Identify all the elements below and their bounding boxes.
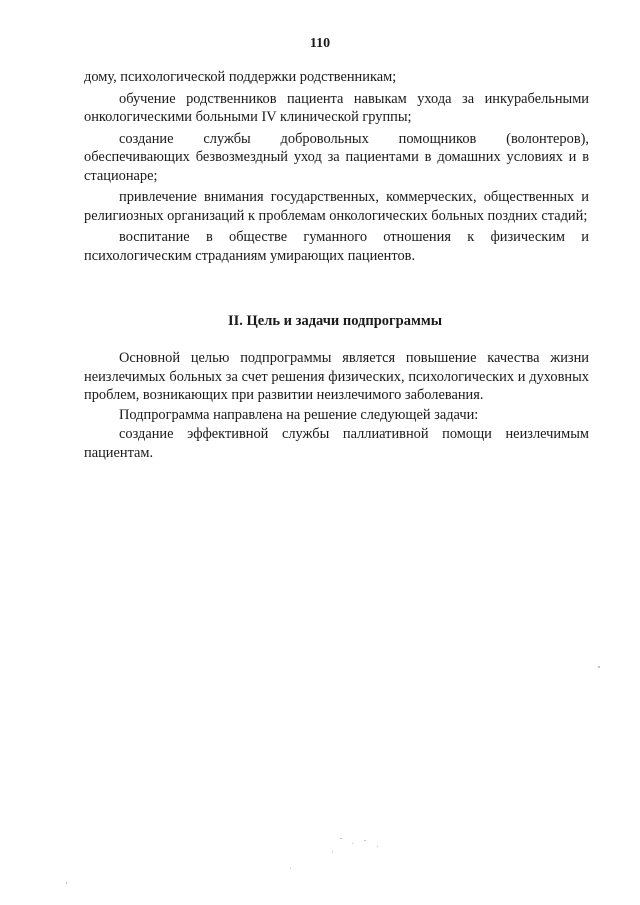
section-heading: II. Цель и задачи подпрограммы [227,313,443,329]
list-item: воспитание в обществе гуманного отношения к физическим и психологическим страданиям умирающих пациентов. [84,229,589,264]
paragraph: создание эффективной службы паллиативной помощи неизлечимым пациентам. [84,426,589,461]
list-item: создание службы добровольных помощников (волонтеров), обеспечивающих безвозмездный уход за пациентами в домашних условиях и в стационаре; [84,130,589,184]
scan-speck [364,840,366,841]
section-body [84,349,589,463]
list-item: привлечение внимания государственных, коммерческих, общественных и религиозных организаций к проблемам онкологических больных поздних стадий; [84,189,589,224]
task-list [84,68,589,268]
scan-speck [352,843,353,844]
paragraph: Подпрограмма направлена на решение следующей задачи: [119,406,479,423]
scan-speck [340,838,342,839]
scan-speck [332,851,333,852]
scan-speck [598,666,600,668]
scan-speck [66,882,67,884]
paragraph: Основной целью подпрограммы является повышение качества жизни неизлечимых больных за счет решения физических, психологических и духовных проблем, возникающих при развитии неизлечимого заболевания. [84,350,589,403]
list-item: обучение родственников пациента навыкам ухода за инкурабельными онкологическими больными IV клинической группы; [84,90,589,125]
page-number: 110 [309,36,331,51]
scan-speck [290,868,291,869]
scan-speck [377,846,378,847]
list-item: дому, психологической поддержки родственникам; [84,69,397,85]
